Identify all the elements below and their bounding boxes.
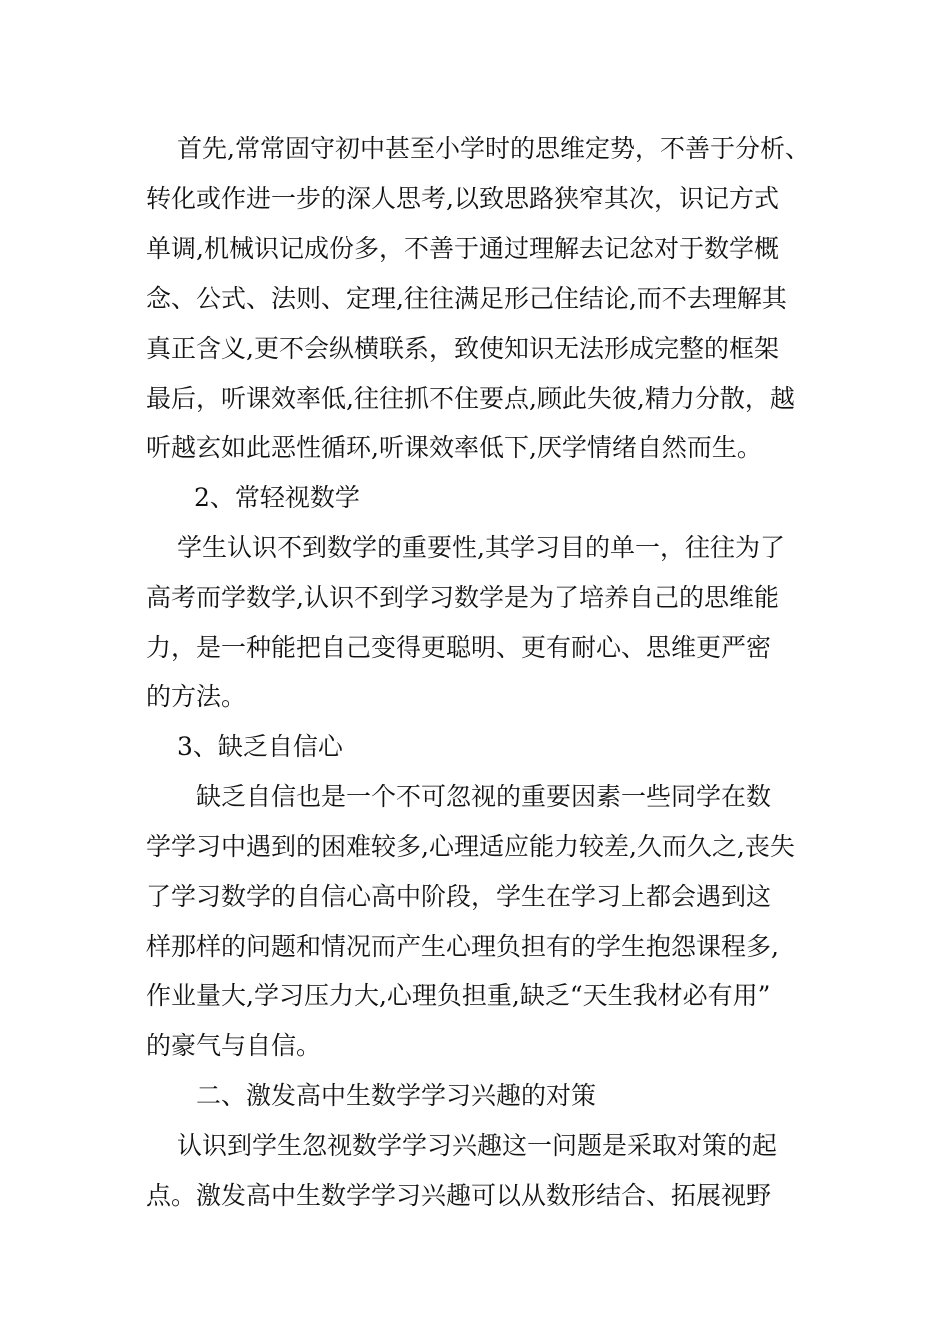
paragraph-line: 真正含义,更不会纵横联系，致使知识无法形成完整的框架 (146, 334, 779, 363)
paragraph-line: 了学习数学的自信心高中阶段，学生在学习上都会遇到这 (146, 882, 772, 911)
section-heading: 二、激发高中生数学学习兴趣的对策 (196, 1081, 597, 1110)
paragraph-line: 的豪气与自信。 (146, 1031, 322, 1060)
paragraph-line: 缺乏自信也是一个不可忽视的重要因素一些同学在数 (196, 782, 772, 811)
paragraph-line: 作业量大,学习压力大,心理负担重,缺乏“天生我材必有用” (146, 981, 771, 1010)
paragraph-line: 单调,机械识记成份多，不善于通过理解去记忿对于数学概 (146, 234, 779, 263)
paragraph-line: 听越玄如此恶性循环,听课效率低下,厌学情绪自然而生。 (146, 433, 762, 462)
section-heading: 3、缺乏自信心 (177, 732, 343, 761)
paragraph-line: 学生认识不到数学的重要性,其学习目的单一，往往为了 (177, 533, 785, 562)
paragraph-line: 力，是一种能把自己变得更聪明、更有耐心、思维更严密 (146, 633, 772, 662)
paragraph-line: 最后，听课效率低,往往抓不住要点,顾此失彼,精力分散，越 (146, 384, 795, 413)
paragraph-line: 学学习中遇到的困难较多,心理适应能力较差,久而久之,丧失 (146, 832, 795, 861)
paragraph-line: 样那样的问题和情况而产生心理负担有的学生抱怨课程多, (146, 932, 779, 961)
paragraph-line: 转化或作进一步的深人思考,以致思路狭窄其次，识记方式 (146, 184, 779, 213)
paragraph-line: 的方法。 (146, 682, 247, 711)
paragraph-line: 高考而学数学,认识不到学习数学是为了培养自己的思维能 (146, 583, 779, 612)
paragraph-line: 首先,常常固守初中甚至小学时的思维定势，不善于分析、 (177, 134, 810, 163)
section-heading: 2、常轻视数学 (194, 483, 360, 512)
paragraph-line: 认识到学生忽视数学学习兴趣这一问题是采取对策的起 (177, 1131, 778, 1160)
paragraph-line: 点。激发高中生数学学习兴趣可以从数形结合、拓展视野 (146, 1181, 772, 1210)
paragraph-line: 念、公式、法则、定理,往往满足形己住结论,而不去理解其 (146, 284, 787, 313)
